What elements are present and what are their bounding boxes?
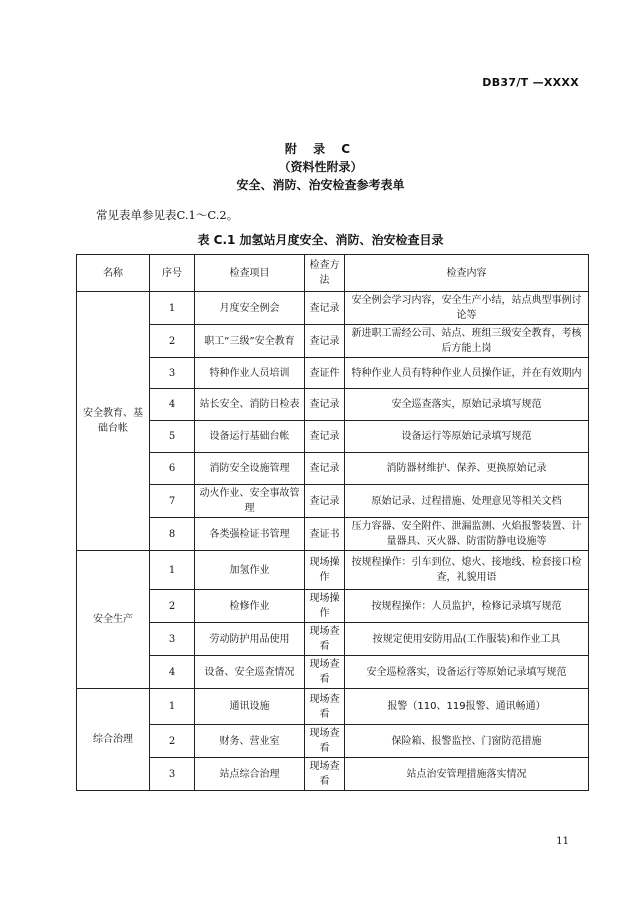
table-row (77, 551, 589, 590)
method-cell: 查记录 (305, 485, 345, 518)
table-row (77, 758, 589, 791)
item-cell: 动火作业、安全事故管理 (195, 485, 305, 518)
seq-cell: 8 (150, 518, 195, 551)
method-cell: 查证书 (305, 518, 345, 551)
table-row (77, 453, 589, 485)
group-name-cell: 安全生产 (77, 551, 150, 689)
intro-text: 常见表单参见表C.1～C.2。 (96, 208, 239, 222)
header-method: 检查方法 (305, 255, 345, 292)
table-row (77, 421, 589, 453)
seq-cell: 4 (150, 656, 195, 689)
group-name-cell: 综合治理 (77, 689, 150, 791)
seq-cell: 2 (150, 725, 195, 758)
item-cell: 站长安全、消防日检表 (195, 389, 305, 421)
appendix-title: 附 录 C (284, 142, 357, 156)
method-cell: 查记录 (305, 389, 345, 421)
table-row (77, 623, 589, 656)
seq-cell: 2 (150, 590, 195, 623)
appendix-subtitle: （资料性附录） (278, 160, 363, 174)
table-row (77, 389, 589, 421)
method-cell: 查记录 (305, 292, 345, 325)
content-cell: 按规程操作：引车到位、熄火、接地线、检套接口检查，礼貌用语 (345, 551, 589, 590)
page-number: 11 (556, 836, 569, 847)
method-cell: 查证件 (305, 358, 345, 389)
item-cell: 各类强检证书管理 (195, 518, 305, 551)
item-cell: 站点综合治理 (195, 758, 305, 791)
seq-cell: 5 (150, 421, 195, 453)
table-row (77, 656, 589, 689)
content-cell: 压力容器、安全附件、泄漏监测、火焰报警装置、计量器具、灭火器、防雷防静电设施等 (345, 518, 589, 551)
content-cell: 安全例会学习内容，安全生产小结，站点典型事例讨论等 (345, 292, 589, 325)
content-cell: 保险箱、报警监控、门窗防范措施 (345, 725, 589, 758)
content-cell: 按规定使用安防用品(工作服装)和作业工具 (345, 623, 589, 656)
content-cell: 安全巡查落实，原始记录填写规范 (345, 389, 589, 421)
document-number: DB37/T —XXXX (482, 76, 579, 89)
item-cell: 通讯设施 (195, 689, 305, 725)
method-cell: 现场查看 (305, 689, 345, 725)
header-name: 名称 (77, 255, 150, 292)
item-cell: 消防安全设施管理 (195, 453, 305, 485)
table-row (77, 292, 589, 325)
item-cell: 特种作业人员培训 (195, 358, 305, 389)
seq-cell: 3 (150, 758, 195, 791)
method-cell: 现场查看 (305, 656, 345, 689)
table-caption: 表 C.1 加氢站月度安全、消防、治安检查目录 (197, 233, 444, 247)
method-cell: 现场查看 (305, 758, 345, 791)
table-row (77, 689, 589, 725)
header-item: 检查项目 (195, 255, 305, 292)
seq-cell: 7 (150, 485, 195, 518)
content-cell: 新进职工需经公司、站点、班组三级安全教育，考核后方能上岗 (345, 325, 589, 358)
method-cell: 查记录 (305, 453, 345, 485)
header-content: 检查内容 (345, 255, 589, 292)
item-cell: 检修作业 (195, 590, 305, 623)
content-cell: 设备运行等原始记录填写规范 (345, 421, 589, 453)
method-cell: 现场操作 (305, 551, 345, 590)
item-cell: 设备、安全巡查情况 (195, 656, 305, 689)
table-row (77, 485, 589, 518)
table-body (77, 292, 589, 791)
item-cell: 月度安全例会 (195, 292, 305, 325)
item-cell: 职工“三级”安全教育 (195, 325, 305, 358)
seq-cell: 4 (150, 389, 195, 421)
table-row (77, 325, 589, 358)
method-cell: 查记录 (305, 325, 345, 358)
method-cell: 现场查看 (305, 725, 345, 758)
seq-cell: 3 (150, 623, 195, 656)
header-seq: 序号 (150, 255, 195, 292)
content-cell: 按规程操作：人员监护，检修记录填写规范 (345, 590, 589, 623)
content-cell: 安全巡检落实，设备运行等原始记录填写规范 (345, 656, 589, 689)
method-cell: 查记录 (305, 421, 345, 453)
content-cell: 站点治安管理措施落实情况 (345, 758, 589, 791)
item-cell: 财务、营业室 (195, 725, 305, 758)
content-cell: 报警（110、119报警、通讯畅通） (345, 689, 589, 725)
seq-cell: 1 (150, 292, 195, 325)
item-cell: 设备运行基础台帐 (195, 421, 305, 453)
seq-cell: 1 (150, 551, 195, 590)
seq-cell: 6 (150, 453, 195, 485)
group-name-cell: 安全教育、基础台帐 (77, 292, 150, 551)
content-cell: 消防器材维护、保养、更换原始记录 (345, 453, 589, 485)
table-row (77, 518, 589, 551)
inspection-table (76, 254, 589, 791)
item-cell: 劳动防护用品使用 (195, 623, 305, 656)
content-cell: 原始记录、过程措施、处理意见等相关文档 (345, 485, 589, 518)
seq-cell: 1 (150, 689, 195, 725)
seq-cell: 3 (150, 358, 195, 389)
table-row (77, 725, 589, 758)
seq-cell: 2 (150, 325, 195, 358)
table-row (77, 590, 589, 623)
content-cell: 特种作业人员有特种作业人员操作证，并在有效期内 (345, 358, 589, 389)
table-row (77, 358, 589, 389)
method-cell: 现场操作 (305, 590, 345, 623)
method-cell: 现场查看 (305, 623, 345, 656)
table-header-row (77, 255, 589, 292)
item-cell: 加氢作业 (195, 551, 305, 590)
appendix-heading: 安全、消防、治安检查参考表单 (236, 178, 405, 192)
